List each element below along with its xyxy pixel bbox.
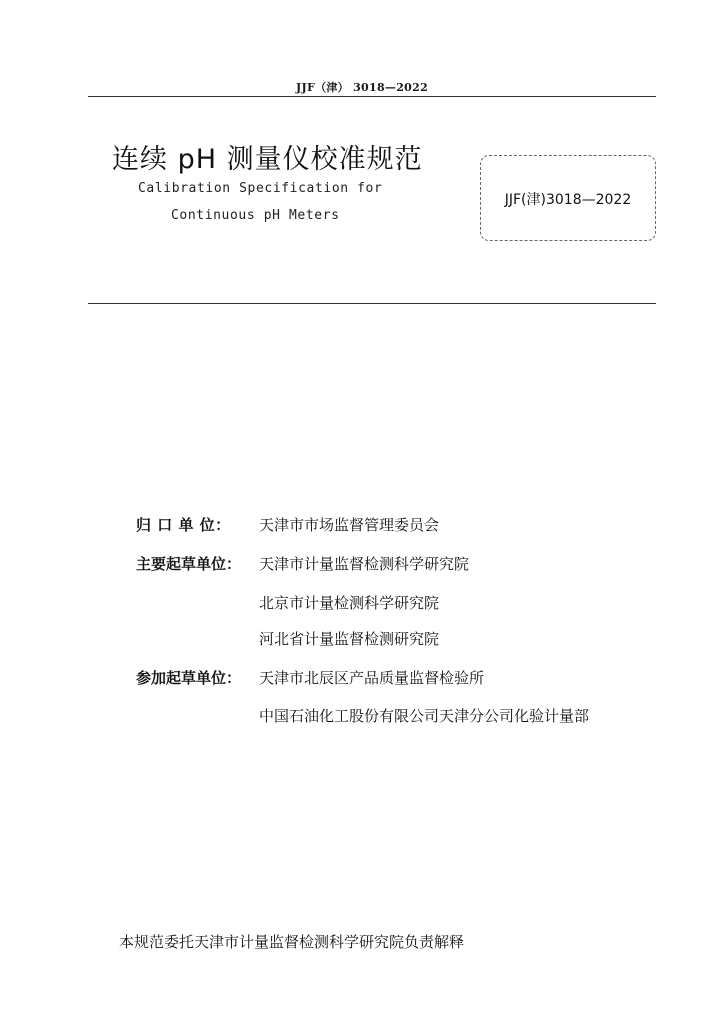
header-rule xyxy=(88,96,656,97)
participating-drafting-unit: 天津市北辰区产品质量监督检验所 xyxy=(259,669,485,687)
title-english-line1: Calibration Specification for xyxy=(138,181,383,196)
standard-code-box xyxy=(480,155,656,241)
standard-code: JJF(津)3018—2022 xyxy=(504,192,632,208)
participating-drafting-label: 参加起草单位： xyxy=(136,669,242,687)
title-rule xyxy=(88,303,656,304)
participating-drafting-unit: 中国石油化工股份有限公司天津分公司化验计量部 xyxy=(259,707,590,725)
header-standard-code: JJF（津） 3018—2022 xyxy=(295,81,429,94)
title-chinese: 连续 pH 测量仪校准规范 xyxy=(112,144,423,175)
title-english-line2: Continuous pH Meters xyxy=(171,208,340,223)
main-drafting-label: 主要起草单位： xyxy=(136,555,242,573)
centralized-unit-value: 天津市市场监督管理委员会 xyxy=(259,516,440,534)
centralized-unit-label: 归 口 单 位： xyxy=(136,516,231,534)
main-drafting-unit: 天津市计量监督检测科学研究院 xyxy=(259,555,470,573)
main-drafting-unit: 北京市计量检测科学研究院 xyxy=(259,594,440,612)
interpretation-note: 本规范委托天津市计量监督检测科学研究院负责解释 xyxy=(119,933,465,951)
main-drafting-unit: 河北省计量监督检测研究院 xyxy=(259,630,440,648)
